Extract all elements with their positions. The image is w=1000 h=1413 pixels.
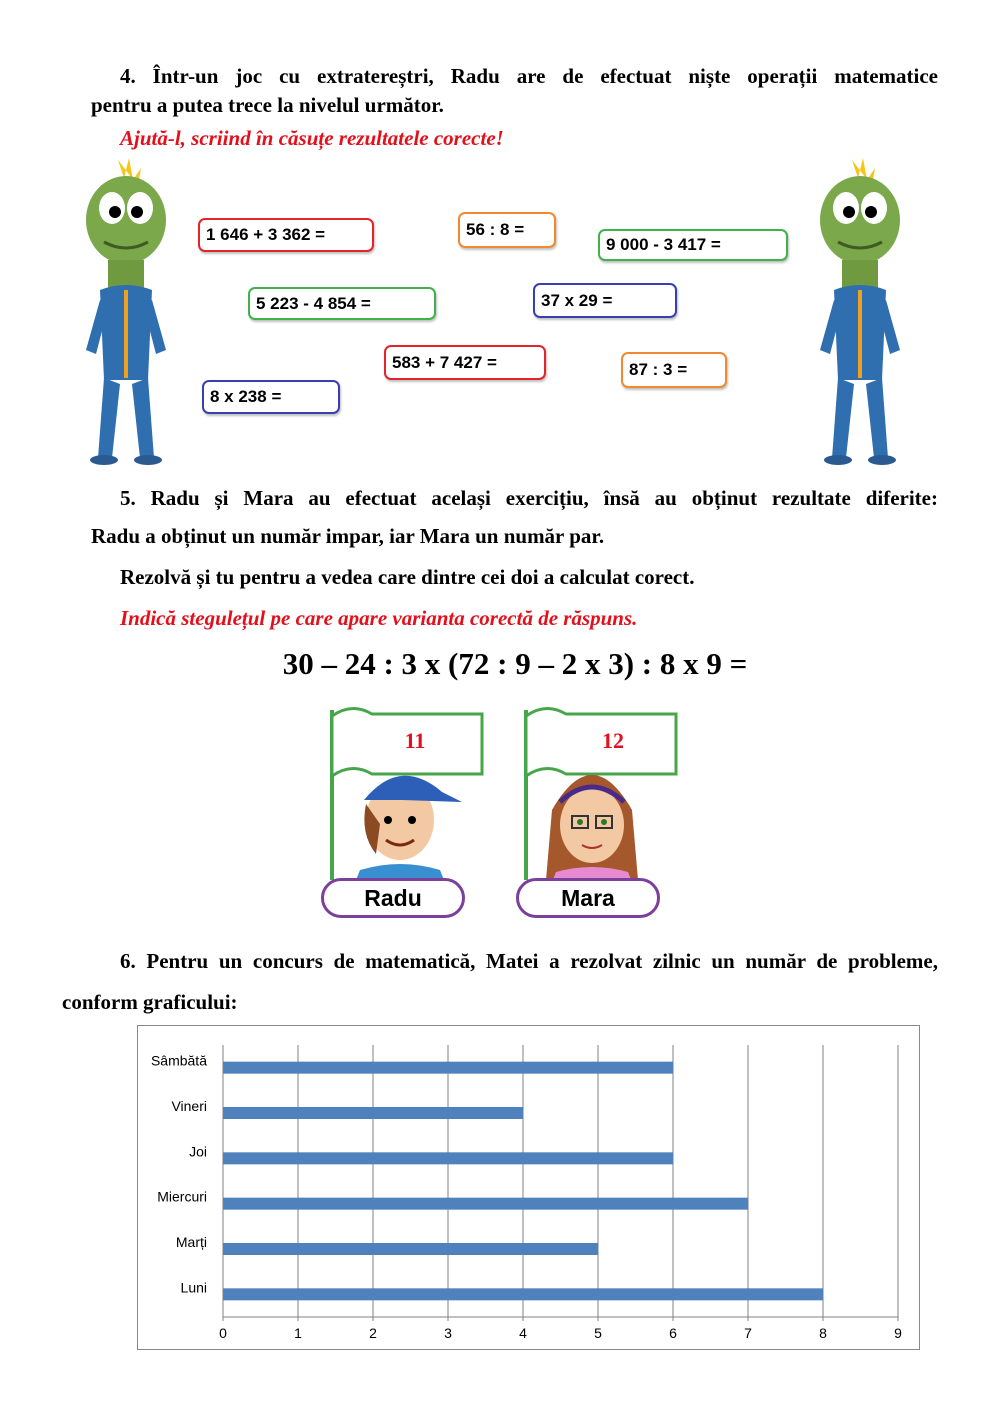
task6-heading-line2: conform graficului: [62, 990, 238, 1014]
bar-miercuri [223, 1198, 748, 1210]
task6-heading: 6. Pentru un concurs de matematică, Matei a rezolvat zilnic un număr de probleme, [120, 949, 938, 973]
bar-sâmbătă [223, 1062, 673, 1074]
x-tick-label: 8 [819, 1325, 827, 1341]
category-label: Joi [189, 1143, 207, 1160]
chart-gridlines [223, 1045, 898, 1321]
name-label-mara: Mara [516, 878, 660, 918]
category-label: Miercuri [157, 1188, 207, 1205]
operation-text: 56 : 8 = [466, 220, 525, 239]
operation-box-3[interactable] [598, 229, 788, 261]
alien-right-image [812, 150, 912, 470]
task5-line3: Rezolvă și tu pentru a vedea care dintre cei doi a calculat corect. [120, 565, 695, 589]
flag-number-radu: 11 [404, 728, 426, 753]
operation-box-1[interactable] [198, 218, 374, 252]
flag-radu[interactable] [332, 708, 482, 890]
x-tick-label: 6 [669, 1325, 677, 1341]
bar-joi [223, 1152, 673, 1164]
operation-box-5[interactable] [533, 283, 677, 318]
operation-box-4[interactable] [248, 287, 436, 320]
bar-chart [137, 1025, 920, 1350]
operation-text: 583 + 7 427 = [392, 352, 497, 372]
operation-text: 87 : 3 = [629, 360, 688, 379]
x-tick-label: 7 [744, 1325, 752, 1341]
operation-box-7[interactable] [621, 352, 727, 388]
math-expression: 30 – 24 : 3 x (72 : 9 – 2 x 3) : 8 x 9 = [282, 646, 748, 681]
x-tick-label: 3 [444, 1325, 452, 1341]
operation-text: 5 223 - 4 854 = [256, 293, 371, 313]
chart-x-ticks [219, 1325, 902, 1341]
x-tick-label: 2 [369, 1325, 377, 1341]
operation-box-6[interactable] [384, 345, 546, 380]
category-label: Marți [175, 1234, 207, 1250]
task4-heading: 4. Într-un joc cu extratereștri, Radu are de efectuat niște operații matematice [120, 64, 938, 88]
task5-instruction: Indică stegulețul pe care apare varianta corectă de răspuns. [120, 606, 638, 630]
task4-heading-line2: pentru a putea trece la nivelul următor. [91, 93, 444, 117]
flag-number-mara: 12 [602, 728, 624, 753]
x-tick-label: 4 [519, 1325, 527, 1341]
operation-text: 1 646 + 3 362 = [206, 225, 326, 244]
task4-instruction: Ajută-l, scriind în căsuțe rezultatele corecte! [120, 126, 504, 150]
operation-box-2[interactable] [458, 212, 556, 248]
task5-heading-line2: Radu a obținut un număr impar, iar Mara un număr par. [91, 524, 605, 548]
flag-mara[interactable] [526, 708, 676, 892]
name-label-radu: Radu [321, 878, 465, 918]
operation-text: 8 x 238 = [210, 387, 282, 406]
bar-vineri [223, 1107, 523, 1119]
operation-box-8[interactable] [202, 380, 340, 414]
x-tick-label: 1 [294, 1325, 302, 1341]
x-tick-label: 0 [219, 1325, 227, 1341]
category-label: Luni [180, 1279, 207, 1296]
chart-categories [151, 1053, 207, 1296]
category-label: Sâmbătă [150, 1052, 207, 1069]
bar-luni [223, 1288, 823, 1300]
x-tick-label: 5 [594, 1325, 602, 1341]
category-label: Vineri [171, 1098, 207, 1114]
operation-text: 9 000 - 3 417 = [606, 235, 721, 254]
operation-text: 37 x 29 = [541, 290, 613, 310]
alien-left-image [78, 150, 178, 470]
task5-heading: 5. Radu și Mara au efectuat același exercițiu, însă au obținut rezultate diferite: [120, 486, 938, 510]
x-tick-label: 9 [894, 1325, 902, 1341]
bar-marți [223, 1243, 598, 1255]
